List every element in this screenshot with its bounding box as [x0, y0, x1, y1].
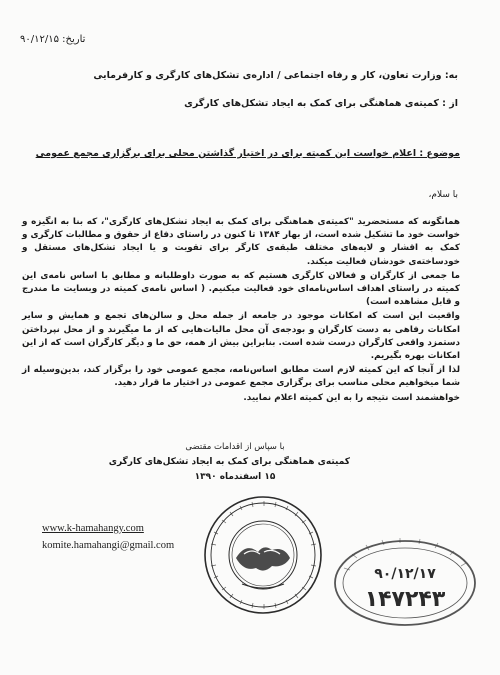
body-paragraph: واقعیت این است که امکانات موجود در جامعه از جمله محل و سالن‌های تجمع و همایش و سایر امکانات رفاهی به دست کارگران و بودجه‌ی آن محل مالیات‌هایی که از ما میگیرند و از محل نپرداختن دستمزد واقعی کارگران درست شده است. بنابراین بیش از همه، حق ما و دیگر کارگران است که از این امکانات بهره بگیریم.	[22, 311, 460, 362]
letter-date: تاریخ: ۹۰/۱۲/۱۵	[20, 34, 86, 45]
body-paragraph: لذا از آنجا که این کمیته لازم است مطابق اساس‌نامه، مجمع عمومی خود را برگزار کند، بدین‌وسیله از شما میخواهیم محلی مناسب برای برگزاری مجمع عمومی در اختیار ما قرار دهید.	[22, 365, 460, 389]
registration-stamp	[330, 528, 480, 628]
closing-block	[108, 440, 350, 485]
organization-seal	[192, 492, 334, 622]
body-paragraph: خواهشمند است نتیجه را به این کمیته اعلام نمایید.	[243, 392, 460, 403]
body-paragraph: ما جمعی از کارگران و فعالان کارگری هستیم که به صورت داوطلبانه و مطابق با اساس نامه‌ی این کمیته در راستای اهداف اساس‌نامه‌ای خود فعالیت میکنیم. ( اساس نامه‌ی کمیته در وبسایت ما مندرج و قابل مشاهده است)	[22, 270, 460, 308]
stamp-date: ۹۰/۱۲/۱۷	[374, 566, 436, 582]
body-paragraph: همانگونه که مستحضرید "کمیته‌ی هماهنگی برای کمک به ایجاد تشکل‌های کارگری"، که بنا به انگیزه و خواست خود ما تشکیل شده است، از بهار ۱۳۸۴ تا کنون در راستای دفاع از حقوق و مطالبات کارگری و کمک به اقشار و لایه‌های مختلف طبقه‌ی کارگر برای تقویت و یا ایجاد تشکل‌های مستقل و خودساخته‌ی خودشان فعالیت میکند.	[22, 217, 460, 267]
letter-body	[22, 216, 460, 406]
closing-thanks: با سپاس از اقدامات مقتضی	[185, 442, 285, 452]
closing-date: ۱۵ اسفندماه ۱۳۹۰	[194, 472, 276, 482]
stamp-number: ۱۴۷۲۴۳	[364, 587, 446, 612]
sender-line: از : کمیته‌ی هماهنگی برای کمک به ایجاد تشکل‌های کارگری	[184, 98, 458, 109]
contact-info	[42, 520, 174, 554]
recipient-line: به: وزارت تعاون، کار و رفاه اجتماعی / اداره‌ی تشکل‌های کارگری و کارفرمایی	[93, 70, 458, 81]
email-address: komite.hamahangi@gmail.com	[42, 540, 175, 551]
closing-organization: کمیته‌ی هماهنگی برای کمک به ایجاد تشکل‌های کارگری	[108, 457, 350, 467]
greeting: با سلام،	[428, 190, 458, 200]
website-link[interactable]: www.k-hamahangy.com	[42, 523, 144, 534]
subject-line: موضوع : اعلام خواست این کمیته برای در اختیار گذاشتن محلی برای برگزاری مجمع عمومی	[35, 148, 460, 159]
